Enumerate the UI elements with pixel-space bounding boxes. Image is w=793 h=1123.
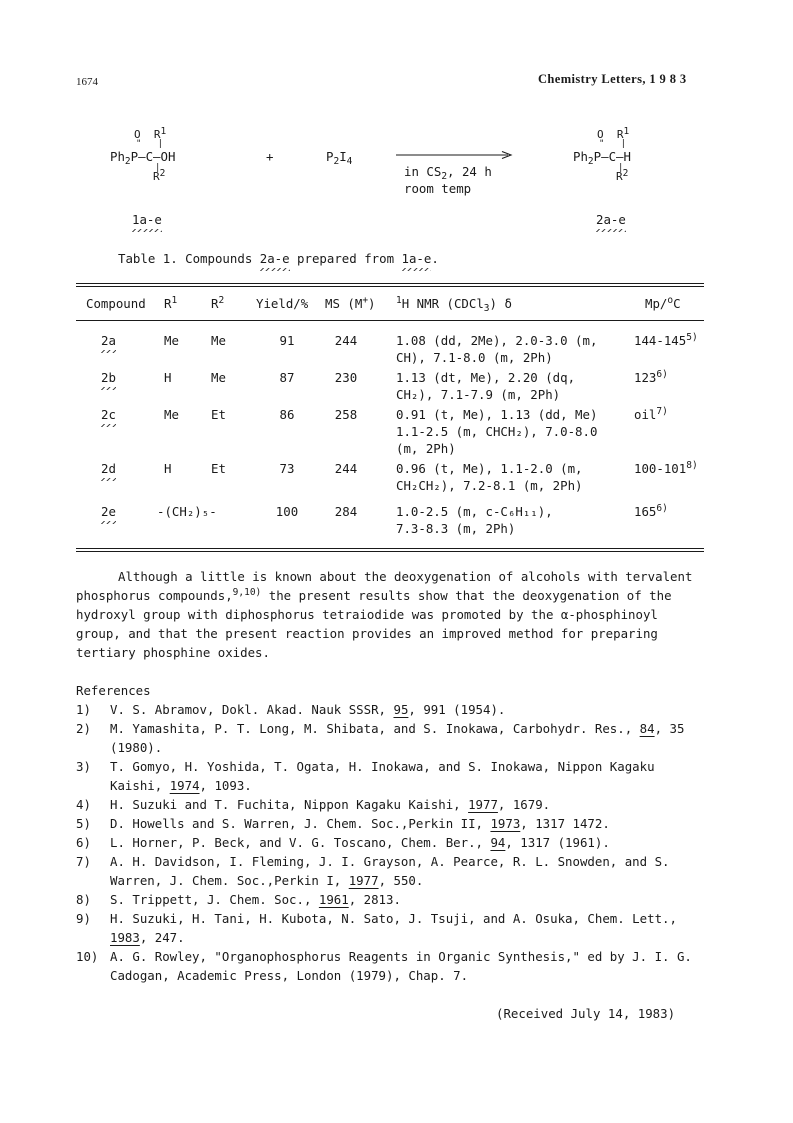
reactant-bond-bottom: | <box>155 163 161 173</box>
cell-r2: Me <box>211 370 226 385</box>
reactant-label: 1a-e <box>132 212 162 227</box>
reference-text-cont: Cadogan, Academic Press, London (1979), Chap. 7. <box>110 968 469 983</box>
table-top-rule <box>76 283 704 284</box>
reference-text: L. Horner, P. Beck, and V. G. Toscano, Chem. Ber., <box>110 835 491 850</box>
cell-compound <box>101 461 116 476</box>
table-caption: Table 1. Compounds 2a-e prepared from 1a-e. <box>118 251 439 266</box>
reference-volume: 1974 <box>169 778 200 793</box>
cell-compound <box>101 407 116 422</box>
reference-line-1 <box>110 911 677 926</box>
cell-compound <box>101 504 116 519</box>
reference-line-2 <box>110 968 468 983</box>
body-line-5: tertiary phosphine oxides. <box>76 645 270 660</box>
reference-line-1 <box>110 854 670 869</box>
reference-line-1 <box>110 949 692 964</box>
table-bottom-rule-2 <box>76 551 704 552</box>
reference-line-1 <box>110 816 610 831</box>
cell-r1: Me <box>164 407 179 422</box>
header-r1: $R^1$ <box>164 295 178 311</box>
cell-ms: 230 <box>334 370 358 385</box>
cell-r1-r2: -(CH₂)₅- <box>157 504 217 519</box>
reference-line-2 <box>110 873 423 888</box>
cell-compound <box>101 333 116 348</box>
reference-number: 8) <box>76 892 91 907</box>
references-heading: References <box>76 683 151 698</box>
cell-nmr-line-2: CH₂CH₂), 7.2-8.1 (m, 2Ph) <box>396 478 583 493</box>
reference-line-1 <box>110 721 684 736</box>
body-line-3: hydroxyl group with diphosphorus tetraiodide was promoted by the α-phosphinoyl <box>76 607 658 622</box>
reference-number: 3) <box>76 759 91 774</box>
reactant-r2: R2 <box>153 168 166 183</box>
reference-volume: 1977 <box>348 873 379 888</box>
reference-line-2 <box>110 930 185 945</box>
received-date: (Received July 14, 1983) <box>496 1006 676 1021</box>
reference-pages: , 247. <box>139 930 185 945</box>
compound-id: 2a <box>101 333 116 348</box>
cell-nmr-line-2: CH₂), 7.1-7.9 (m, 2Ph) <box>396 387 561 402</box>
product-core: $Ph_2P—C—H$ <box>573 149 631 167</box>
plus-sign: + <box>266 149 274 164</box>
cell-yield: 73 <box>279 461 295 476</box>
reactant-o: O R1 <box>134 126 167 141</box>
cell-r1: H <box>164 370 172 385</box>
reference-number: 7) <box>76 854 91 869</box>
reference-text: V. S. Abramov, Dokl. Akad. Nauk SSSR, <box>110 702 394 717</box>
product-bonds-top: " | <box>599 139 627 149</box>
reference-volume: 1983 <box>110 930 140 945</box>
cell-nmr-line-3: (m, 2Ph) <box>396 441 456 456</box>
page-number: 1674 <box>76 76 98 88</box>
mp-value: 144-145 <box>634 333 687 348</box>
product-r2: R2 <box>616 168 629 183</box>
reference-volume: 1961 <box>318 892 349 907</box>
header-ms: MS (M+) <box>325 295 376 311</box>
compound-id: 2c <box>101 407 116 422</box>
cell-yield: 100 <box>275 504 299 519</box>
reference-line-1 <box>110 702 505 717</box>
cell-nmr-line-1: 1.0-2.5 (m, c-C₆H₁₁), <box>396 504 553 519</box>
mp-reference: 7) <box>656 406 668 417</box>
reference-line-1 <box>110 835 610 850</box>
product-label: 2a-e <box>596 212 626 227</box>
cell-r2: Me <box>211 333 226 348</box>
cell-ms: 244 <box>334 333 358 348</box>
cell-mp <box>634 504 668 519</box>
mp-value: 123 <box>634 370 657 385</box>
body-line-2: phosphorus compounds,$^{9,10)}$ the present results show that the deoxygenation of the <box>76 587 672 603</box>
reference-text-cont: Kaishi, <box>110 778 170 793</box>
cell-nmr-line-1: 1.13 (dt, Me), 2.20 (dq, <box>396 370 576 385</box>
reference-text-cont: Warren, J. Chem. Soc.,Perkin I, <box>110 873 349 888</box>
reactant-core: $Ph_2P—C—OH$ <box>110 149 176 167</box>
table-top-rule-2 <box>76 286 704 287</box>
reference-text: D. Howells and S. Warren, J. Chem. Soc.,Perkin II, <box>110 816 491 831</box>
reference-line-1 <box>110 797 550 812</box>
body-line-1: Although a little is known about the deoxygenation of alcohols with tervalent <box>118 569 693 584</box>
product-o: O R1 <box>597 126 630 141</box>
reference-number: 10) <box>76 949 99 964</box>
reactant-bonds-top: " | <box>136 139 164 149</box>
reference-text: H. Suzuki and T. Fuchita, Nippon Kagaku Kaishi, <box>110 797 469 812</box>
cell-yield: 87 <box>279 370 295 385</box>
reference-line-1 <box>110 759 655 774</box>
reference-text-cont: (1980). <box>110 740 163 755</box>
header-yield: Yield/% <box>256 296 309 311</box>
reagent-p2i4: $P_2I_4$ <box>326 149 353 167</box>
table-header-rule <box>76 320 704 321</box>
table-bottom-rule <box>76 548 704 549</box>
product-bond-bottom: | <box>618 163 624 173</box>
cell-nmr-line-2: 1.1-2.5 (m, CHCH₂), 7.0-8.0 <box>396 424 598 439</box>
cell-ms: 244 <box>334 461 358 476</box>
cell-r2: Et <box>211 407 226 422</box>
conditions-solvent: in $CS_2$, 24 h <box>404 164 492 182</box>
reaction-arrow <box>396 150 516 160</box>
reference-text: A. G. Rowley, "Organophosphorus Reagents in Organic Synthesis," ed by J. I. G. <box>110 949 692 964</box>
cell-r1: H <box>164 461 172 476</box>
header-r2: $R^2$ <box>211 295 225 311</box>
reference-pages: , 991 (1954). <box>408 702 506 717</box>
mp-value: 100-101 <box>634 461 687 476</box>
reference-text: M. Yamashita, P. T. Long, M. Shibata, and S. Inokawa, Carbohydr. Res., <box>110 721 640 736</box>
header-mp: Mp/$^o$C <box>645 295 681 311</box>
reference-text: A. H. Davidson, I. Fleming, J. I. Grayson, A. Pearce, R. L. Snowden, and S. <box>110 854 670 869</box>
reference-volume: 1973 <box>490 816 521 831</box>
reference-number: 5) <box>76 816 91 831</box>
reference-volume: 94 <box>490 835 506 850</box>
header-compound: Compound <box>86 296 146 311</box>
reference-text: T. Gomyo, H. Yoshida, T. Ogata, H. Inokawa, and S. Inokawa, Nippon Kagaku <box>110 759 655 774</box>
reference-pages: , 550. <box>378 873 424 888</box>
body-line-4: group, and that the present reaction provides an improved method for preparing <box>76 626 658 641</box>
mp-reference: 8) <box>686 460 698 471</box>
reference-pages: , 1317 (1961). <box>505 835 610 850</box>
reference-text: H. Suzuki, H. Tani, H. Kubota, N. Sato, J. Tsuji, and A. Osuka, Chem. Lett., <box>110 911 677 926</box>
reference-pages: , 35 <box>654 721 685 736</box>
reference-line-2 <box>110 778 252 793</box>
reference-number: 1) <box>76 702 91 717</box>
conditions-temp: room temp <box>404 181 472 196</box>
compound-id: 2b <box>101 370 116 385</box>
cell-ms: 258 <box>334 407 358 422</box>
cell-mp <box>634 461 698 476</box>
mp-reference: 5) <box>686 332 698 343</box>
mp-reference: 6) <box>656 503 668 514</box>
cell-nmr-line-2: CH), 7.1-8.0 (m, 2Ph) <box>396 350 553 365</box>
reference-number: 9) <box>76 911 91 926</box>
compound-id: 2e <box>101 504 116 519</box>
compound-id: 2d <box>101 461 116 476</box>
cell-nmr-line-1: 1.08 (dd, 2Me), 2.0-3.0 (m, <box>396 333 598 348</box>
reference-number: 4) <box>76 797 91 812</box>
cell-ms: 284 <box>334 504 358 519</box>
reference-number: 2) <box>76 721 91 736</box>
cell-compound <box>101 370 116 385</box>
journal-title: Chemistry Letters, 1 9 8 3 <box>538 72 687 86</box>
cell-nmr-line-2: 7.3-8.3 (m, 2Ph) <box>396 521 516 536</box>
cell-r2: Et <box>211 461 226 476</box>
reference-number: 6) <box>76 835 91 850</box>
cell-mp <box>634 370 668 385</box>
cell-mp <box>634 333 698 348</box>
reference-pages: , 1679. <box>497 797 551 812</box>
cell-nmr-line-1: 0.96 (t, Me), 1.1-2.0 (m, <box>396 461 583 476</box>
reference-volume: 84 <box>639 721 655 736</box>
reference-volume: 1977 <box>468 797 498 812</box>
reference-pages: , 2813. <box>348 892 401 907</box>
reference-line-1 <box>110 892 401 907</box>
header-nmr: $^1$H NMR (CDCl$_3$) δ <box>396 295 512 314</box>
reference-line-2 <box>110 740 162 755</box>
cell-yield: 86 <box>279 407 295 422</box>
mp-value: oil <box>634 407 657 422</box>
reference-pages: , 1093. <box>199 778 252 793</box>
reference-volume: 95 <box>393 702 409 717</box>
reference-pages: , 1317 1472. <box>520 816 610 831</box>
cell-mp <box>634 407 668 422</box>
cell-yield: 91 <box>279 333 295 348</box>
reference-text: S. Trippett, J. Chem. Soc., <box>110 892 319 907</box>
cell-nmr-line-1: 0.91 (t, Me), 1.13 (dd, Me) <box>396 407 598 422</box>
mp-value: 165 <box>634 504 657 519</box>
cell-r1: Me <box>164 333 179 348</box>
mp-reference: 6) <box>656 369 668 380</box>
